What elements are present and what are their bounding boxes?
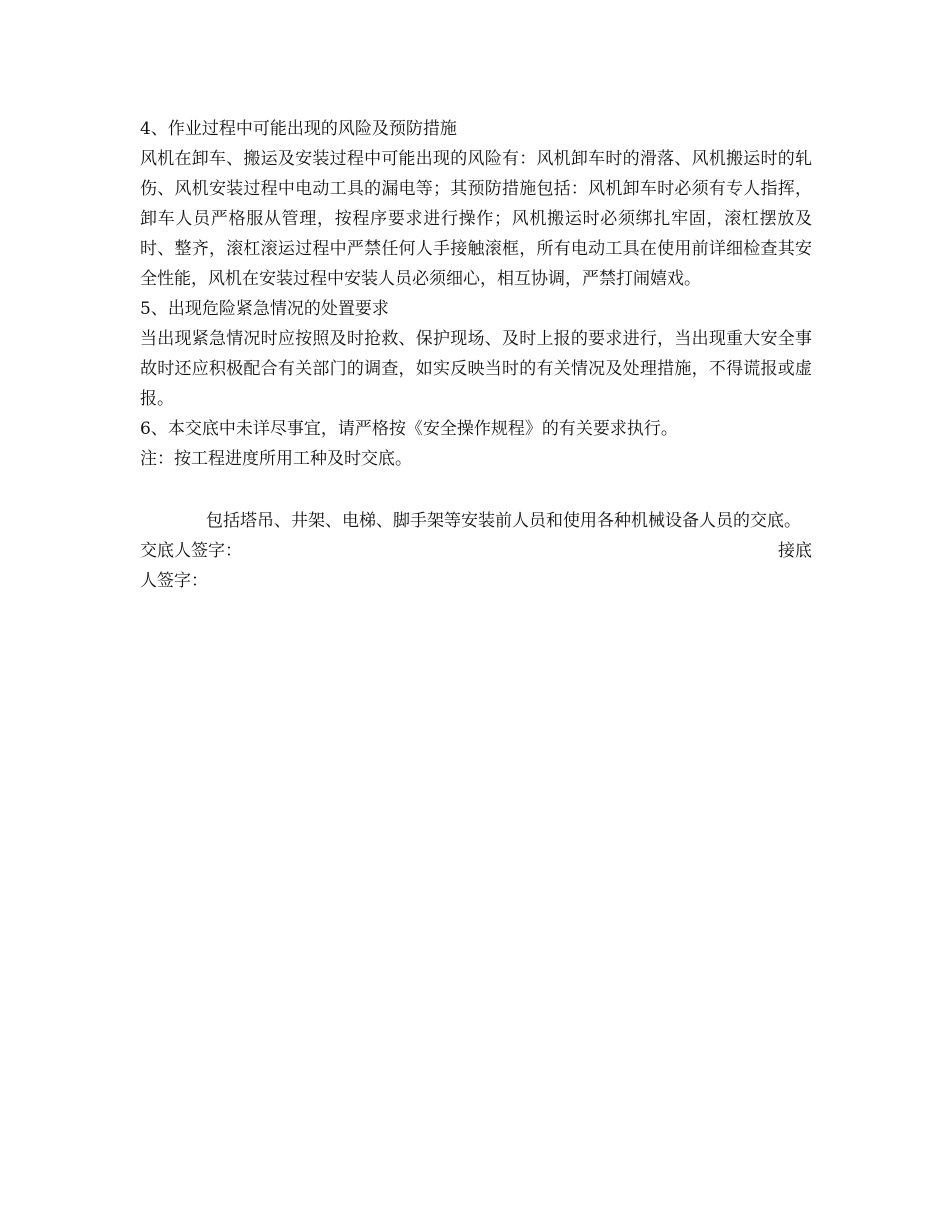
- blank-spacer: [140, 474, 812, 506]
- section-4-heading: 4、作业过程中可能出现的风险及预防措施: [140, 119, 457, 139]
- scope-text: 包括塔吊、井架、电梯、脚手架等安装前人员和使用各种机械设备人员的交底。: [206, 511, 801, 531]
- section-4-body: 风机在卸车、搬运及安装过程中可能出现的风险有：风机卸车时的滑落、风机搬运时的轧伤、风机安装过程中电动工具的漏电等；其预防措施包括：风机卸车时必须有专人指挥，卸车人员严格服从管理，按程序要求进行操作；风机搬运时必须绑扎牢固，滚杠摆放及时、整齐，滚杠滚运过程中严禁任何人手接触滚框，所有电动工具在使用前详细检查其安全性能，风机在安装过程中安装人员必须细心，相互协调，严禁打闹嬉戏。: [140, 149, 812, 289]
- receiver-signature-label-part2: 人签字：: [140, 571, 208, 591]
- giver-signature-label: 交底人签字：: [140, 541, 242, 561]
- receiver-signature-label-part1: 接底: [778, 541, 812, 561]
- document-page: [140, 114, 812, 596]
- note-text: 注：按工程进度所用工种及时交底。: [140, 449, 412, 469]
- signature-row: [140, 536, 812, 566]
- section-5-body: 当出现紧急情况时应按照及时抢救、保护现场、及时上报的要求进行，当出现重大安全事故时还应积极配合有关部门的调查，如实反映当时的有关情况及处理措施，不得谎报或虚报。: [140, 329, 812, 409]
- section-6-item: 6、本交底中未详尽事宜，请严格按《安全操作规程》的有关要求执行。: [140, 419, 678, 439]
- section-5-heading: 5、出现危险紧急情况的处置要求: [140, 299, 389, 319]
